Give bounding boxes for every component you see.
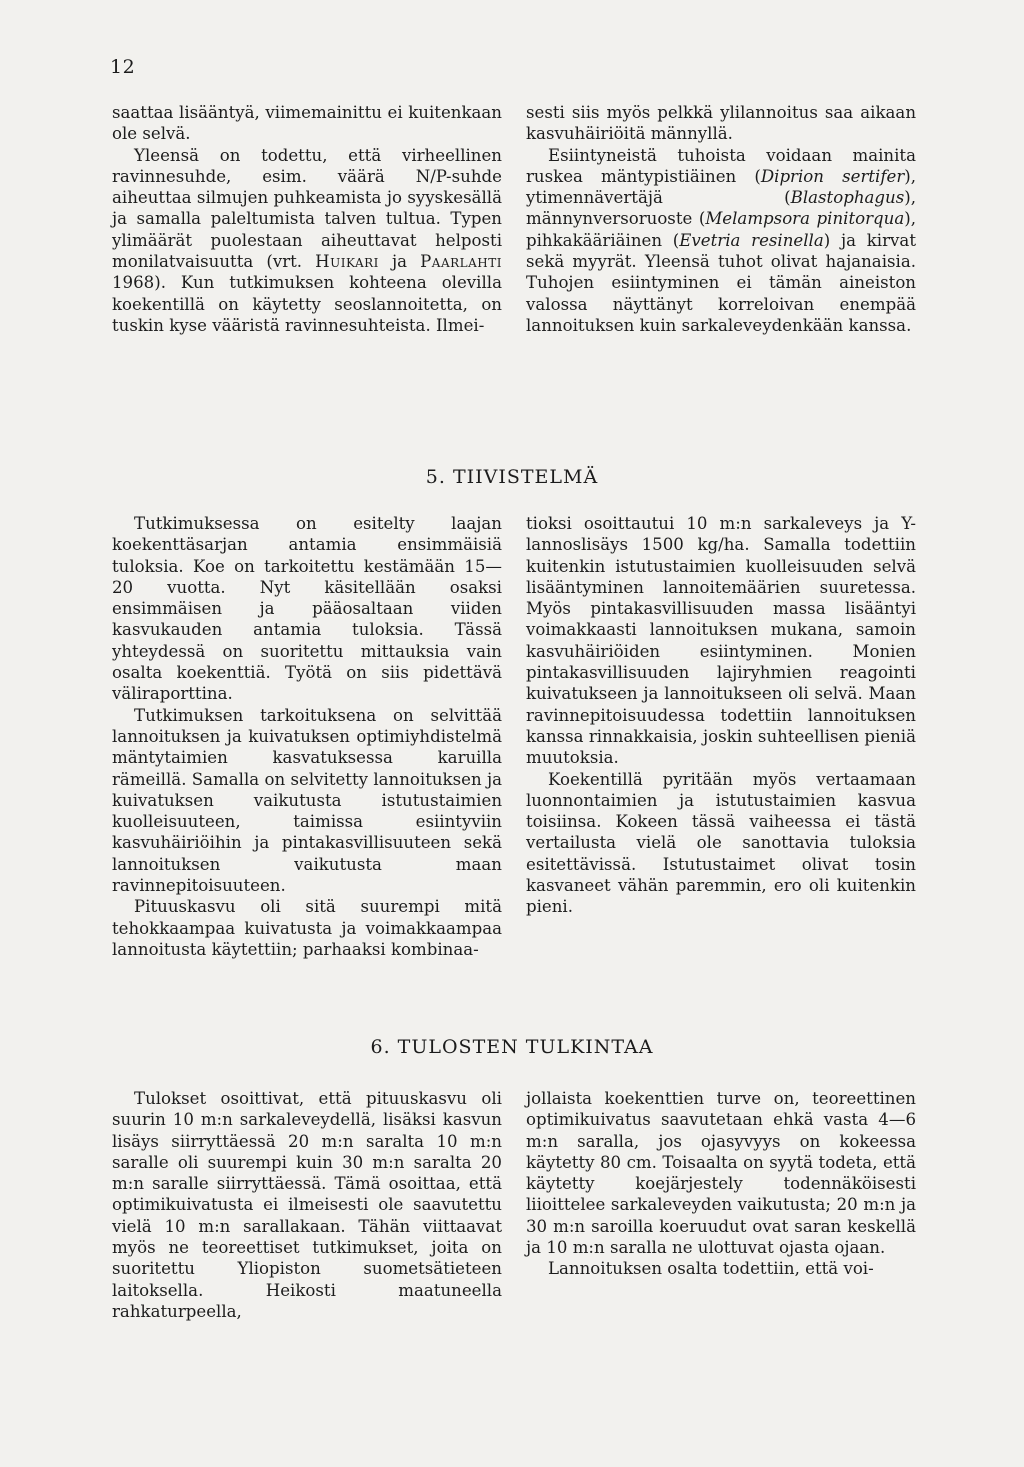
top-left-column — [112, 102, 502, 336]
paragraph: Koekentillä pyritään myös vertaamaan luonnontaimien ja istutustaimien kasvua toisiinsa. Kokeen tässä vaiheessa ei tästä vertailusta vielä ole sanottavia tuloksia esitettävissä. Istutustaimet olivat tosin kasvaneet vähän paremmin, ero oli kuitenkin pieni. — [526, 769, 916, 917]
paragraph: Tulokset osoittivat, että pituuskasvu oli suurin 10 m:n sarkaleveydellä, lisäksi kasvun lisäys siirryttäessä 20 m:n saralta 10 m:n saralle oli suurempi kuin 30 m:n saralta 20 m:n saralle siirryttäessä. Tämä osoittaa, että optimikuivatusta ei ilmeisesti ole saavutettu vielä 10 m:n sarallakaan. Tähän viittaavat myös ne teoreettiset tutkimukset, joita on suoritettu Yliopiston suometsätieteen laitoksella. Heikosti maatuneella rahkaturpeella, — [112, 1089, 502, 1321]
paragraph: tioksi osoittautui 10 m:n sarkaleveys ja Y-lannoslisäys 1500 kg/ha. Samalla todettiin kuitenkin istutustaimien kuolleisuuden selvä lisääntyminen lannoitemäärien suuretessa. Myös pintakasvillisuuden massa lisääntyi voimakkaasti lannoituksen mukana, samoin kasvuhäiriöiden esiintyminen. Monien pintakasvillisuuden lajiryhmien reagointi kuivatukseen ja lannoitukseen oli selvä. Maan ravinnepitoisuudessa todettiin lannoituksen kanssa rinnakkaisia, joskin suhteellisen pieniä muutoksia. — [526, 514, 916, 768]
text-run: Yleensä on todettu, että virheellinen ravinnesuhde, esim. väärä N/P-suhde aiheuttaa silmujen puhkeamista jo syyskesällä ja samalla paleltumista talven tultua. Typen ylimäärät puolestaan aiheuttavat helposti monilatvaisuutta (vrt. — [112, 145, 502, 272]
text-run: Esiintyneistä tuhoista voidaan mainita ruskea mäntypistiäinen ( — [526, 145, 916, 186]
paragraph: Lannoituksen osalta todettiin, että voi- — [548, 1259, 874, 1279]
summary-right-column — [526, 513, 916, 918]
text-run: ja — [378, 252, 421, 272]
species-name: Melampsora pinitorqua — [705, 209, 905, 229]
interpretation-right-column — [526, 1088, 916, 1280]
species-name: Blastophagus — [790, 188, 905, 208]
author-name: Huikari — [315, 252, 379, 272]
paragraph: sesti siis myös pelkkä ylilannoitus saa aikaan kasvuhäiriöitä männyllä. — [526, 103, 916, 144]
text-run: ), pihkakääriäinen ( — [526, 209, 916, 250]
text-run: ), ytimennävertäjä ( — [526, 166, 916, 208]
paragraph: Tutkimuksen tarkoituksena on selvittää lannoituksen ja kuivatuksen optimiyhdistelmä mäntytaimien kasvatuksessa karuilla rämeillä. Samalla on selvitetty lannoituksen ja kuivatuksen vaikutusta istutustaimien kuolleisuuteen, taimissa esiintyviin kasvuhäiriöihin ja pintakasvillisuuteen sekä lannoituksen vaikutusta maan ravinnepitoisuuteen. — [112, 705, 502, 896]
top-right-column — [526, 102, 916, 336]
text-run: 1968). Kun tutkimuksen kohteena olevilla koekentillä on käytetty seoslannoitetta, on tuskin kyse vääristä ravinnesuhteista. Ilmei- — [112, 273, 502, 335]
author-name: Paarlahti — [420, 252, 503, 272]
text-run: ), männynversoruoste ( — [526, 188, 916, 229]
interpretation-left-column — [112, 1088, 502, 1322]
paragraph — [112, 145, 502, 337]
paragraph: saattaa lisääntyä, viimemainittu ei kuitenkaan ole selvä. — [112, 103, 502, 144]
page-number: 12 — [110, 56, 136, 78]
summary-left-column — [112, 513, 502, 960]
text-run: ) ja kirvat sekä myyrät. Yleensä tuhot olivat hajanaisia. Tuhojen esiintyminen ei tämän aineiston valossa näyttänyt korreloivan enempää lannoituksen kuin sarkaleveydenkään kanssa. — [526, 230, 916, 335]
paragraph: Pituuskasvu oli sitä suurempi mitä tehokkaampaa kuivatusta ja voimakkaampaa lannoitusta käytettiin; parhaaksi kombinaa- — [112, 897, 502, 959]
section-heading: 5. TIIVISTELMÄ — [425, 466, 599, 488]
species-name: Evetria resinella — [679, 230, 824, 250]
paragraph: Tutkimuksessa on esitelty laajan koekenttäsarjan antamia ensimmäisiä tuloksia. Koe on tarkoitettu kestämään 15—20 vuotta. Nyt käsitellään osaksi ensimmäisen ja pääosaltaan viiden kasvukauden antamia tuloksia. Tässä yhteydessä on suoritettu mittauksia vain osalta koekenttiä. Työtä on siis pidettävä väliraporttina. — [112, 514, 502, 704]
paragraph — [526, 145, 916, 337]
paragraph: jollaista koekenttien turve on, teoreettinen optimikuivatus saavutetaan ehkä vasta 4—6 m:n saralla, jos ojasyvyys on kokeessa käytetty 80 cm. Toisaalta on syytä todeta, että käytetty koejärjestely todennäköisesti liioittelee sarkaleveyden vaikutusta; 20 m:n ja 30 m:n saroilla koeruudut ovat saran keskellä ja 10 m:n saralla ne ulottuvat ojasta ojaan. — [526, 1089, 916, 1258]
species-name: Diprion sertifer — [760, 166, 905, 186]
section-heading: 6. TULOSTEN TULKINTAA — [370, 1036, 654, 1058]
